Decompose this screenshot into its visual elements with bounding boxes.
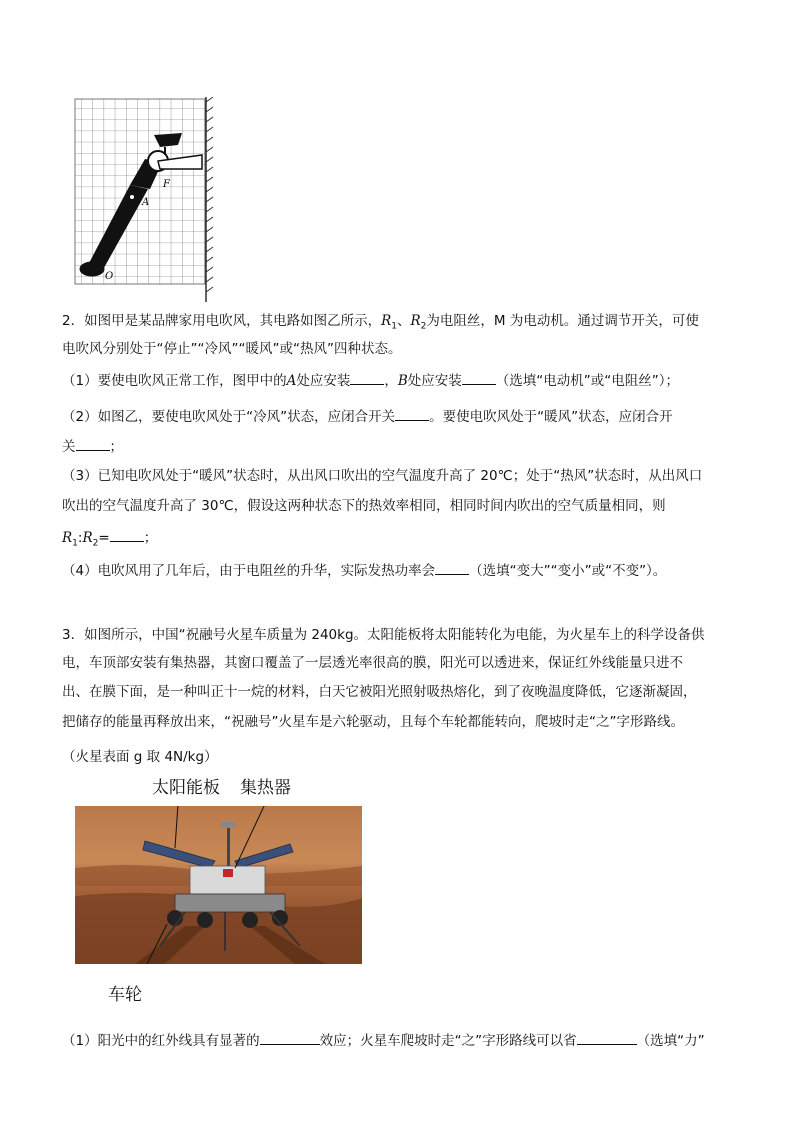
answer-blank[interactable] — [395, 406, 429, 421]
q2-sub3-line2: 吹出的空气温度升高了 30℃，假设这两种状态下的热效率相同，相同时间内吹出的空气质量相同，则 — [62, 498, 666, 514]
sub1-d: 处应安装 — [407, 373, 462, 389]
answer-blank[interactable] — [110, 527, 144, 542]
last-a: （1）阳光中的红外线具有显著的 — [62, 1033, 260, 1049]
q2-sub2 — [62, 406, 673, 427]
colon: : — [77, 530, 83, 546]
sub2-c: 关 — [62, 439, 76, 455]
q2-sub1 — [62, 370, 679, 391]
label-O: O — [105, 271, 114, 282]
r1-var: R — [381, 313, 392, 329]
r1-var: R — [62, 530, 73, 546]
q2-sub2-cont — [62, 436, 123, 457]
last-c: （选填“力” — [636, 1033, 705, 1049]
var-B: B — [397, 373, 408, 389]
q2-line1 — [62, 311, 699, 337]
q2-line2: 电吹风分别处于“停止”“冷风”“暖风”或“热风”四种状态。 — [62, 341, 402, 357]
sep: 、 — [397, 313, 411, 329]
q2-sub3-line1: （3）已知电吹风处于“暖风”状态时，从出风口吹出的空气温度升高了 20℃；处于“热风”状态时，从出风口 — [62, 468, 703, 484]
g-note: （火星表面 g 取 4N/kg） — [62, 749, 218, 765]
r2-sub: 2 — [420, 321, 427, 332]
last-b: 效应；火星车爬坡时走“之”字形路线可以省 — [319, 1033, 577, 1049]
sub4-a: （4）电吹风用了几年后，由于电阻丝的升华，实际发热功率会 — [62, 563, 436, 579]
var-A: A — [286, 373, 297, 389]
label-A: A — [142, 197, 150, 208]
sub1-c: ， — [384, 373, 398, 389]
mars-rover-photo — [75, 806, 362, 964]
sub2-b: 。要使电吹风处于“暖风”状态，应闭合开 — [429, 409, 673, 425]
r1-sub: 1 — [391, 321, 397, 332]
sub1-e: （选填“电动机”或“电阻丝”）； — [495, 373, 679, 389]
q2-sub4 — [62, 560, 666, 581]
q3-line4: 把储存的能量再释放出来，“祝融号”火星车是六轮驱动，且每个车轮都能转向，爬坡时走“之”字形路线。 — [62, 714, 684, 730]
answer-blank[interactable] — [577, 1030, 637, 1045]
answer-blank[interactable] — [76, 436, 110, 451]
r2-var: R — [410, 313, 421, 329]
answer-blank[interactable] — [462, 370, 496, 385]
q3-line1: 3．如图所示，中国“祝融号火星车质量为 240kg。太阳能板将太阳能转化为电能，为火星车上的科学设备供 — [62, 627, 705, 643]
sub4-b: （选填“变大”“变小”或“不变”）。 — [469, 563, 667, 579]
lever-figure — [70, 97, 220, 302]
answer-blank[interactable] — [435, 560, 469, 575]
q3-line2: 电，车顶部安装有集热器，其窗口覆盖了一层透光率很高的膜，阳光可以透进来，保证红外线能量只进不 — [62, 655, 683, 671]
r1-sub: 1 — [72, 538, 78, 549]
q2-text: 2．如图甲是某品牌家用电吹风，其电路如图乙所示， — [62, 313, 382, 329]
sub1-b: 处应安装 — [296, 373, 351, 389]
label-wheel: 车轮 — [108, 985, 142, 1005]
q2-sub3-line3 — [62, 527, 157, 554]
sub1-a: （1）要使电吹风正常工作，图甲中的 — [62, 373, 287, 389]
q2-text-end: 为电阻丝，M 为电动机。通过调节开关，可使 — [426, 313, 699, 329]
label-F: F — [163, 179, 170, 190]
equals: = — [98, 530, 110, 546]
r2-sub: 2 — [92, 538, 99, 549]
sub2-a: （2）如图乙，要使电吹风处于“冷风”状态，应闭合开关 — [62, 409, 396, 425]
q3-line3: 出、在膜下面，是一种叫正十一烷的材料，白天它被阳光照射吸热熔化，到了夜晚温度降低，它逐渐凝固， — [62, 684, 697, 700]
q3-sub1 — [62, 1030, 705, 1051]
sub2-d: ； — [109, 439, 123, 455]
label-solar-panel: 太阳能板 — [152, 778, 220, 798]
sub3-end: ； — [143, 530, 158, 546]
label-collector: 集热器 — [240, 778, 291, 798]
answer-blank[interactable] — [260, 1030, 320, 1045]
answer-blank[interactable] — [350, 370, 384, 385]
r2-var: R — [82, 530, 93, 546]
